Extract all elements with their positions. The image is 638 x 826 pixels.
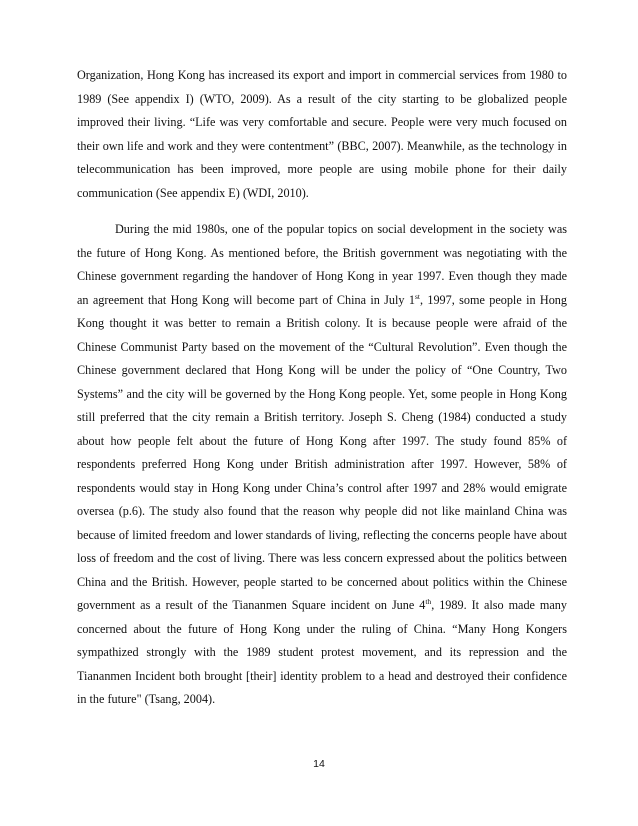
- body-paragraph-2: [77, 218, 567, 712]
- page-number: 14: [313, 758, 325, 770]
- paragraph-1-text: Organization, Hong Kong has increased its export and import in commercial services from 1980 to 1989 (See appendix I) (WTO, 2009). As a result of the city starting to be globalized people improved their living. “Life was very comfortable and secure. People were very much focused on their own life and work and they were contentment” (BBC, 2007). Meanwhile, as the technology in telecommunication has been improved, more people are using mobile phone for their daily communication (See appendix E) (WDI, 2010).: [77, 68, 567, 200]
- ordinal-suffix-th: th: [425, 596, 432, 606]
- paragraph-2-text-b: , 1997, some people in Hong Kong thought it was better to remain a British colony. It is because people were afraid of the Chinese Communist Party based on the movement of the “Cultural Revolution”. Even though the Chinese government declared that Hong Kong will be under the policy of “One Country, Two Systems” and the city will be governed by the Hong Kong people. Yet, some people in Hong Kong still preferred that the city remain a British territory. Joseph S. Cheng (1984) conducted a study about how people felt about the future of Hong Kong after 1997. The study found 85% of respondents preferred Hong Kong under British administration after 1997. However, 58% of respondents would stay in Hong Kong under China’s control after 1997 and 28% would emigrate oversea (p.6). The study also found that the reason why people did not like mainland China was because of limited freedom and lower standards of living, reflecting the concerns people have about loss of freedom and the cost of living. There was less concern expressed about the politics between China and the British. However, people started to be concerned about politics within the Chinese government as a result of the Tiananmen Square incident on June 4: [77, 292, 567, 612]
- body-paragraph-1: [77, 64, 567, 205]
- paragraph-2-text-a: During the mid 1980s, one of the popular topics on social development in the society was the future of Hong Kong. As mentioned before, the British government was negotiating with the Chinese government regarding the handover of Hong Kong in year 1997. Even though they made an agreement that Hong Kong will become part of China in July 1: [77, 222, 567, 307]
- ordinal-suffix-st: st: [414, 291, 420, 301]
- paragraph-2-text-c: , 1989. It also made many concerned about the future of Hong Kong under the ruling of China. “Many Hong Kongers sympathized strongly with the 1989 student protest movement, and its repression and the Tiananmen Incident both brought [their] identity problem to a head and destroyed their confidence in the future" (Tsang, 2004).: [77, 598, 567, 706]
